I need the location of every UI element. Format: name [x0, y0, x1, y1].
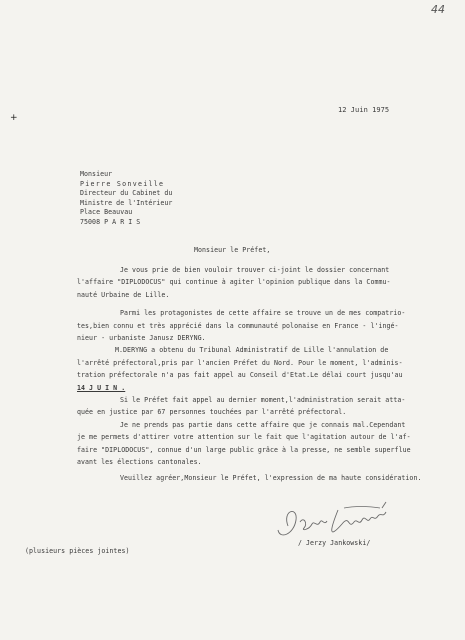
recipient-line: Place Beauvau: [80, 208, 133, 217]
recipient-line: Directeur du Cabinet du: [80, 189, 173, 198]
recipient-name: Pierre Sonveille: [80, 179, 165, 188]
body-line: tration préfectorale n'a pas fait appel au Conseil d'Etat.Le délai court jusqu'au: [77, 371, 403, 380]
body-line: je me permets d'attirer votre attention sur le fait que l'agitation autour de l'af-: [77, 433, 411, 442]
page-number: 44: [431, 3, 445, 16]
recipient-city: 75008 P A R I S: [80, 217, 141, 226]
handwritten-signature: [270, 500, 405, 542]
body-line: nieur - urbaniste Janusz DERYNG.: [77, 334, 206, 343]
enclosures-note: (plusieurs pièces jointes): [25, 547, 130, 555]
recipient-line: Monsieur: [80, 170, 113, 178]
closing-line: Veuillez agréer,Monsieur le Préfet, l'expression de ma haute considération.: [120, 473, 422, 482]
body-line: Parmi les protagonistes de cette affaire se trouve un de mes compatrio-: [120, 309, 406, 318]
body-line: l'affaire "DIPLODOCUS" qui continue à agiter l'opinion publique dans la Commu-: [77, 278, 391, 287]
salutation: Monsieur le Préfet,: [194, 246, 271, 254]
letter-date: 12 Juin 1975: [338, 106, 390, 114]
deadline-date: 14 J U I N .: [77, 383, 126, 392]
letter-body: [77, 264, 457, 484]
body-line: Je ne prends pas partie dans cette affaire que je connais mal.Cependant: [120, 420, 406, 429]
body-line: Si le Préfet fait appel au dernier moment,l'administration serait atta-: [120, 396, 406, 405]
recipient-address: [80, 170, 172, 228]
body-line: l'arrêté préfectoral,pris par l'ancien Préfet du Nord. Pour le moment, l'adminis-: [77, 358, 403, 367]
signer-name: / Jerzy Jankowski/: [298, 539, 371, 547]
recipient-line: Ministre de l'Intérieur: [80, 198, 173, 207]
body-line: avant les élections cantonales.: [77, 458, 202, 467]
body-line: nauté Urbaine de Lille.: [77, 290, 170, 299]
body-line: faire "DIPLODOCUS", connue d'un large public grâce à la presse, ne semble superflue: [77, 445, 411, 454]
body-line: Je vous prie de bien vouloir trouver ci-joint le dossier concernant: [120, 266, 390, 274]
body-line: quée en justice par 67 personnes touchées par l'arrêté préfectoral.: [77, 408, 347, 417]
body-line: tes,bien connu et très apprécié dans la communauté polonaise en France - l'ingé-: [77, 321, 399, 330]
body-line: M.DERYNG a obtenu du Tribunal Administratif de Lille l'annulation de: [115, 346, 389, 355]
margin-mark: +: [10, 113, 18, 123]
